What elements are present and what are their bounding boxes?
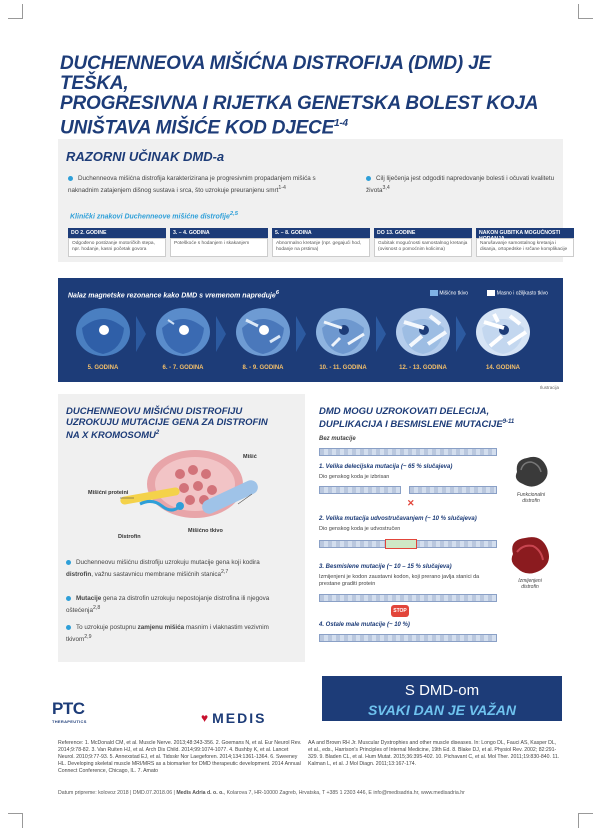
mri-legend: Mišićno tkivo Masno i ožiljkasto tkivo (430, 290, 548, 296)
mri-arrow (456, 316, 466, 352)
label-misic: Mišić (243, 454, 257, 460)
mutation-4-title: 4. Ostale male mutacije (~ 10 %) (319, 622, 410, 628)
footer: Datum pripreme: kolovoz 2018 | DMD.07.2018.06 | Medis Adria d. o. o., Kolarova 7, HR-10000 Zagreb, Hrvatska, T +385 1 2303 446, E info@medisadria.hr, www.medisadria.hr (58, 790, 465, 796)
altered-dystrophin-image (507, 534, 553, 576)
mri-arrow (136, 316, 146, 352)
medis-logo: ♥ MEDIS (201, 710, 267, 726)
mri-label-age-6-7: 6. - 7. GODINA (162, 365, 204, 371)
mri-arrow (216, 316, 226, 352)
mri-arrow (376, 316, 386, 352)
medis-heart-icon: ♥ (201, 711, 209, 725)
sign-column-2: 3. – 4. GODINA Poteškoće s hodanjem i skakanjem (170, 228, 268, 257)
label-dystrophin: Distrofin (118, 534, 141, 540)
impact-section (58, 139, 568, 262)
bullet-dot (366, 176, 371, 181)
ptc-logo: PTC THERAPEUTICS (52, 699, 87, 724)
mri-image-age-8-9 (234, 306, 292, 358)
mri-image-age-5 (74, 306, 132, 358)
gene-normal (319, 448, 497, 456)
crop-mark-top-left (8, 4, 23, 19)
mri-image-age-6-7 (154, 306, 212, 358)
mri-label-age-14: 14. GODINA (485, 365, 520, 371)
signs-table (68, 228, 574, 257)
sign-column-3: 5. – 8. GODINA Abnormalno kretanje (npr. gegajući hod, hodanje na prstima) (272, 228, 370, 257)
stop-codon-badge: STOP (391, 605, 409, 617)
mutation-1-title: 1. Velika delecijska mutacija (~ 65 % slučajeva) (319, 464, 453, 470)
mri-label-age-12-13: 12. - 13. GODINA (399, 365, 447, 371)
cause-heading: DUCHENNEOVU MIŠIĆNU DISTROFIJU UZROKUJU MUTACIJE GENA ZA DISTROFIN NA X KROMOSOMU$^2$ (66, 406, 268, 442)
sign-column-5: NAKON GUBITKA MOGUĆNOSTI HODANJA Narušavanje samostalnog kretanja i disanja, ortopedske i srčane komplikacije (476, 228, 574, 257)
mutation-1-sub: Dio genskog koda je izbrisan (319, 474, 390, 480)
mutation-2-title: 2. Velika mutacija udvostručavanjem (~ 10 % slučajeva) (319, 516, 477, 522)
mri-label-age-10-11: 10. - 11. GODINA (319, 365, 367, 371)
illustration-note: Ilustracija (540, 385, 560, 390)
legend-fat-swatch (487, 290, 495, 296)
altered-dystrophin-label: Izmijenjeni distrofin (518, 578, 542, 590)
legend-muscle-swatch (430, 290, 438, 296)
cause-bullet-3: To uzrokuje postupnu zamjenu mišića masnim i vlaknastim vezivnim tkivom$^{2,9}$ (66, 624, 269, 643)
crop-mark-bottom-right (578, 813, 593, 828)
title-line-3: UNIŠTAVA MIŠIĆE KOD DJECE$^{1-4}$ (60, 117, 348, 139)
mri-arrow (296, 316, 306, 352)
no-mutation-label: Bez mutacije (319, 436, 356, 442)
mri-label-age-8-9: 8. - 9. GODINA (242, 365, 284, 371)
gene-deleted-left (319, 486, 401, 494)
slogan-banner: S DMD-om SVAKI DAN JE VAŽAN (322, 676, 562, 721)
cause-section (58, 394, 305, 662)
mri-title: Nalaz magnetske rezonance kako DMD s vremenom napreduje$^6$ (68, 290, 279, 300)
mri-image-age-12-13 (394, 306, 452, 358)
mri-image-age-10-11 (314, 306, 372, 358)
functional-dystrophin-image (511, 454, 551, 490)
mutations-section (305, 394, 563, 662)
title-line-1: DUCHENNEOVA MIŠIĆNA DISTROFIJA (DMD) JE TEŠKA, (60, 53, 491, 94)
bullet-dot (68, 176, 73, 181)
gene-nonsense (319, 594, 497, 602)
label-muscle-tissue: Mišićno tkivo (188, 528, 223, 534)
mri-section (58, 278, 563, 382)
cause-bullet-1: Duchenneovu mišićnu distrofiju uzrokuju mutacije gena koji kodira distrofin, važnu sastavnicu membrane mišićnih stanica$^{2,7}$ (66, 559, 260, 578)
references-left: Reference: 1. McDonald CM, et al. Muscle Nerve. 2013;48:343-356. 2. Goemans N, et al. Eur Neurol Rev. 2014;9:78-82. 3. Van Ruiten HJ, et al. Arch Dis Child. 2014;99:1074-1077. 4. Bushby K, et al. Lancet Neurol. 2010;9:77-93. 5. Annexstad EJ, et al. Tidsskr Nor Laegeforen. 2014;134:1361-1364. 6. Sweeney HL. Developing skeletal muscle MRI/MRS as a biomarker for DMD therapeutic development. 2014 Annual Connect Conference, Chicago, IL. 7. Amato (58, 740, 302, 774)
impact-bullet-2: Cilj liječenja jest odgoditi napredovanje bolesti i očuvati kvalitetu života$^{3,4}$ (366, 175, 555, 194)
deletion-cross-icon: ✕ (407, 498, 415, 508)
impact-bullet-1: Duchenneova mišićna distrofija karakterizirana je progresivnim propadanjem mišića s naknadnim zatajenjem dišnog sustava i srca, što uzrokuje preuranjenu smrt$^{1-4}$ (68, 175, 316, 194)
gene-deleted-right (409, 486, 497, 494)
label-muscle-proteins: Mišićni proteini (88, 490, 129, 496)
mutation-2-sub: Dio genskog koda je udvostručen (319, 526, 401, 532)
page-title (60, 54, 560, 138)
title-line-2: PROGRESIVNA I RIJETKA GENETSKA BOLEST KOJA (60, 93, 539, 114)
references-right: AA and Brown RH Jr. Muscular Dystrophies and other muscle diseases. In: Longo DL, Fauci AS, Kasper DL, et al., eds., Harrison's Principles of Internal Medicine, 19th Ed. 8. Blake DJ, et al. Physiol Rev. 2002; 82:291-329. 9. Bladen CL, et al. Hum Mutat. 2015;36:395-402. 10. Pichavant C, et al. Mol Ther. 2011;19:830-840. 11. Kalman L, et al. J Mol Diagn. 2011;13:167-174. (308, 740, 560, 767)
cause-bullet-2: Mutacije gena za distrofin uzrokuju nepostojanje distrofina ili njegova oštećenja$^{2,8}$ (66, 595, 270, 614)
crop-mark-top-right (578, 4, 593, 19)
mutation-3-sub: Izmijenjeni je kodon zaustavni kodon, koji prerano javlja stanici da prestane graditi protein (319, 574, 480, 587)
duplication-highlight (385, 539, 417, 549)
sign-column-1: DO 2. GODINE Odgođeno postizanje motoričkih stepa, npr. hodanje, kasni početak govora (68, 228, 166, 257)
functional-dystrophin-label: Funkcionalni distrofin (516, 492, 546, 504)
impact-heading: RAZORNI UČINAK DMD-a (66, 149, 225, 164)
mutations-heading: DMD MOGU UZROKOVATI DELECIJA, DUPLIKACIJA I BESMISLENE MUTACIJE$^{9-11}$ (319, 406, 515, 431)
signs-heading: Klinički znakovi Duchenneove mišićne distrofije$^{2,5}$ (70, 211, 238, 221)
crop-mark-bottom-left (8, 813, 23, 828)
mri-label-age-5: 5. GODINA (87, 365, 119, 371)
gene-small-mutation (319, 634, 497, 642)
sign-column-4: DO 13. GODINE Gubitak mogućnosti samostalnog kretanja (ovisnost o pomoćnim kolicima) (374, 228, 472, 257)
mri-image-age-14 (474, 306, 532, 358)
mutation-3-title: 3. Besmislene mutacije (~ 10 – 15 % slučajeva) (319, 564, 452, 570)
